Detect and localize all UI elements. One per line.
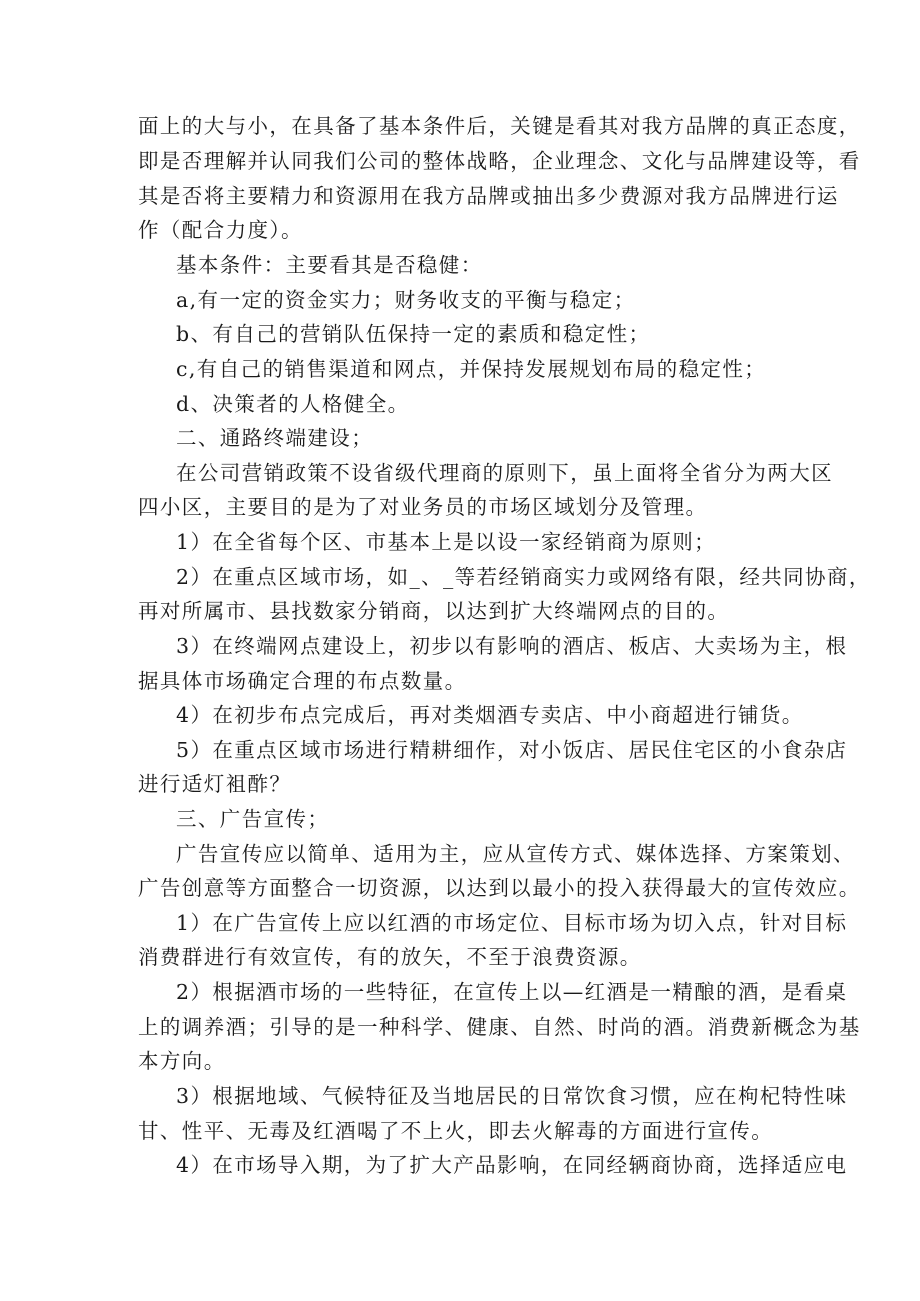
text-line: 本方向。: [138, 1049, 226, 1073]
text-line: 其是否将主要精力和资源用在我方品牌或抽出多少费源对我方品牌进行运: [138, 184, 839, 208]
text-line: 1）在广告宣传上应以红酒的市场定位、目标市场为切入点，针对目标: [176, 911, 848, 935]
text-line: 1）在全省每个区、市基本上是以设一家经销商为原则；: [176, 530, 717, 554]
text-line: 再对所属市、县找数家分销商，以达到扩大终端网点的目的。: [138, 599, 730, 623]
text-line: 即是否理解并认同我们公司的整体战略，企业理念、文化与品牌建设等，看: [138, 149, 861, 173]
text-line: 面上的大与小，在具备了基本条件后，关键是看其对我方品牌的真正态度，: [138, 114, 861, 138]
text-line: 消费群进行有效宣传，有的放矢，不至于浪费资源。: [138, 945, 642, 969]
text-line: 3）在终端网点建设上，初步以有影响的酒店、板店、大卖场为主，根: [176, 634, 848, 658]
text-line: 4）在市场导入期，为了扩大产品影响，在同经辆商协商，选择适应电: [176, 1153, 848, 1177]
section-heading: 三、广告宣传；: [176, 807, 330, 831]
text-line: 2）在重点区域市场，如_、_等若经销商实力或网络有限，经共同协商，: [176, 565, 871, 589]
text-line: 广告创意等方面整合一切资源，以达到以最小的投入获得最大的宣传效应。: [138, 876, 861, 900]
text-line: 在公司营销政策不设省级代理商的原则下，虽上面将全省分为两大区: [176, 461, 833, 485]
text-line: 3）根据地域、气候特征及当地居民的日常饮食习惯，应在枸杞特性味: [176, 1084, 848, 1108]
text-line: 进行适灯袓酢？: [138, 772, 292, 796]
text-line: 四小区，主要目的是为了对业务员的市场区域划分及管理。: [138, 495, 708, 519]
text-line: b、有自己的营销队伍保持一定的素质和稳定性；: [176, 322, 651, 346]
text-line: 据具体市场确定合理的布点数量。: [138, 669, 467, 693]
text-line: 甘、性平、无毒及红酒喝了不上火，即去火解毒的方面进行宣传。: [138, 1119, 774, 1143]
text-line: 5）在重点区域市场进行精耕细作，对小饭店、居民住宅区的小食杂店: [176, 738, 848, 762]
text-line: 作（配合力度）。: [138, 218, 303, 242]
section-heading: 二、通路终端建设；: [176, 426, 374, 450]
text-line: 上的调养酒；引导的是一种科学、健康、自然、时尚的酒。消费新概念为基: [138, 1015, 861, 1039]
text-line: 4）在初步布点完成后，再对类烟酒专卖店、中小商超进行铺货。: [176, 703, 804, 727]
text-line: d、决策者的人格健全。: [176, 392, 410, 416]
text-line: c,有自己的销售渠道和网点，并保持发展规划布局的稳定性；: [176, 357, 767, 381]
text-line: a,有一定的资金实力；财务收支的平衡与稳定；: [176, 288, 636, 312]
text-line: 广告宣传应以简单、适用为主，应从宣传方式、媒体选择、方案策划、: [176, 842, 855, 866]
text-line: 2）根据酒市场的一些特征，在宣传上以—红酒是一精酿的酒，是看桌: [176, 980, 848, 1004]
text-line: 基本条件：主要看其是否稳健：: [176, 253, 483, 277]
